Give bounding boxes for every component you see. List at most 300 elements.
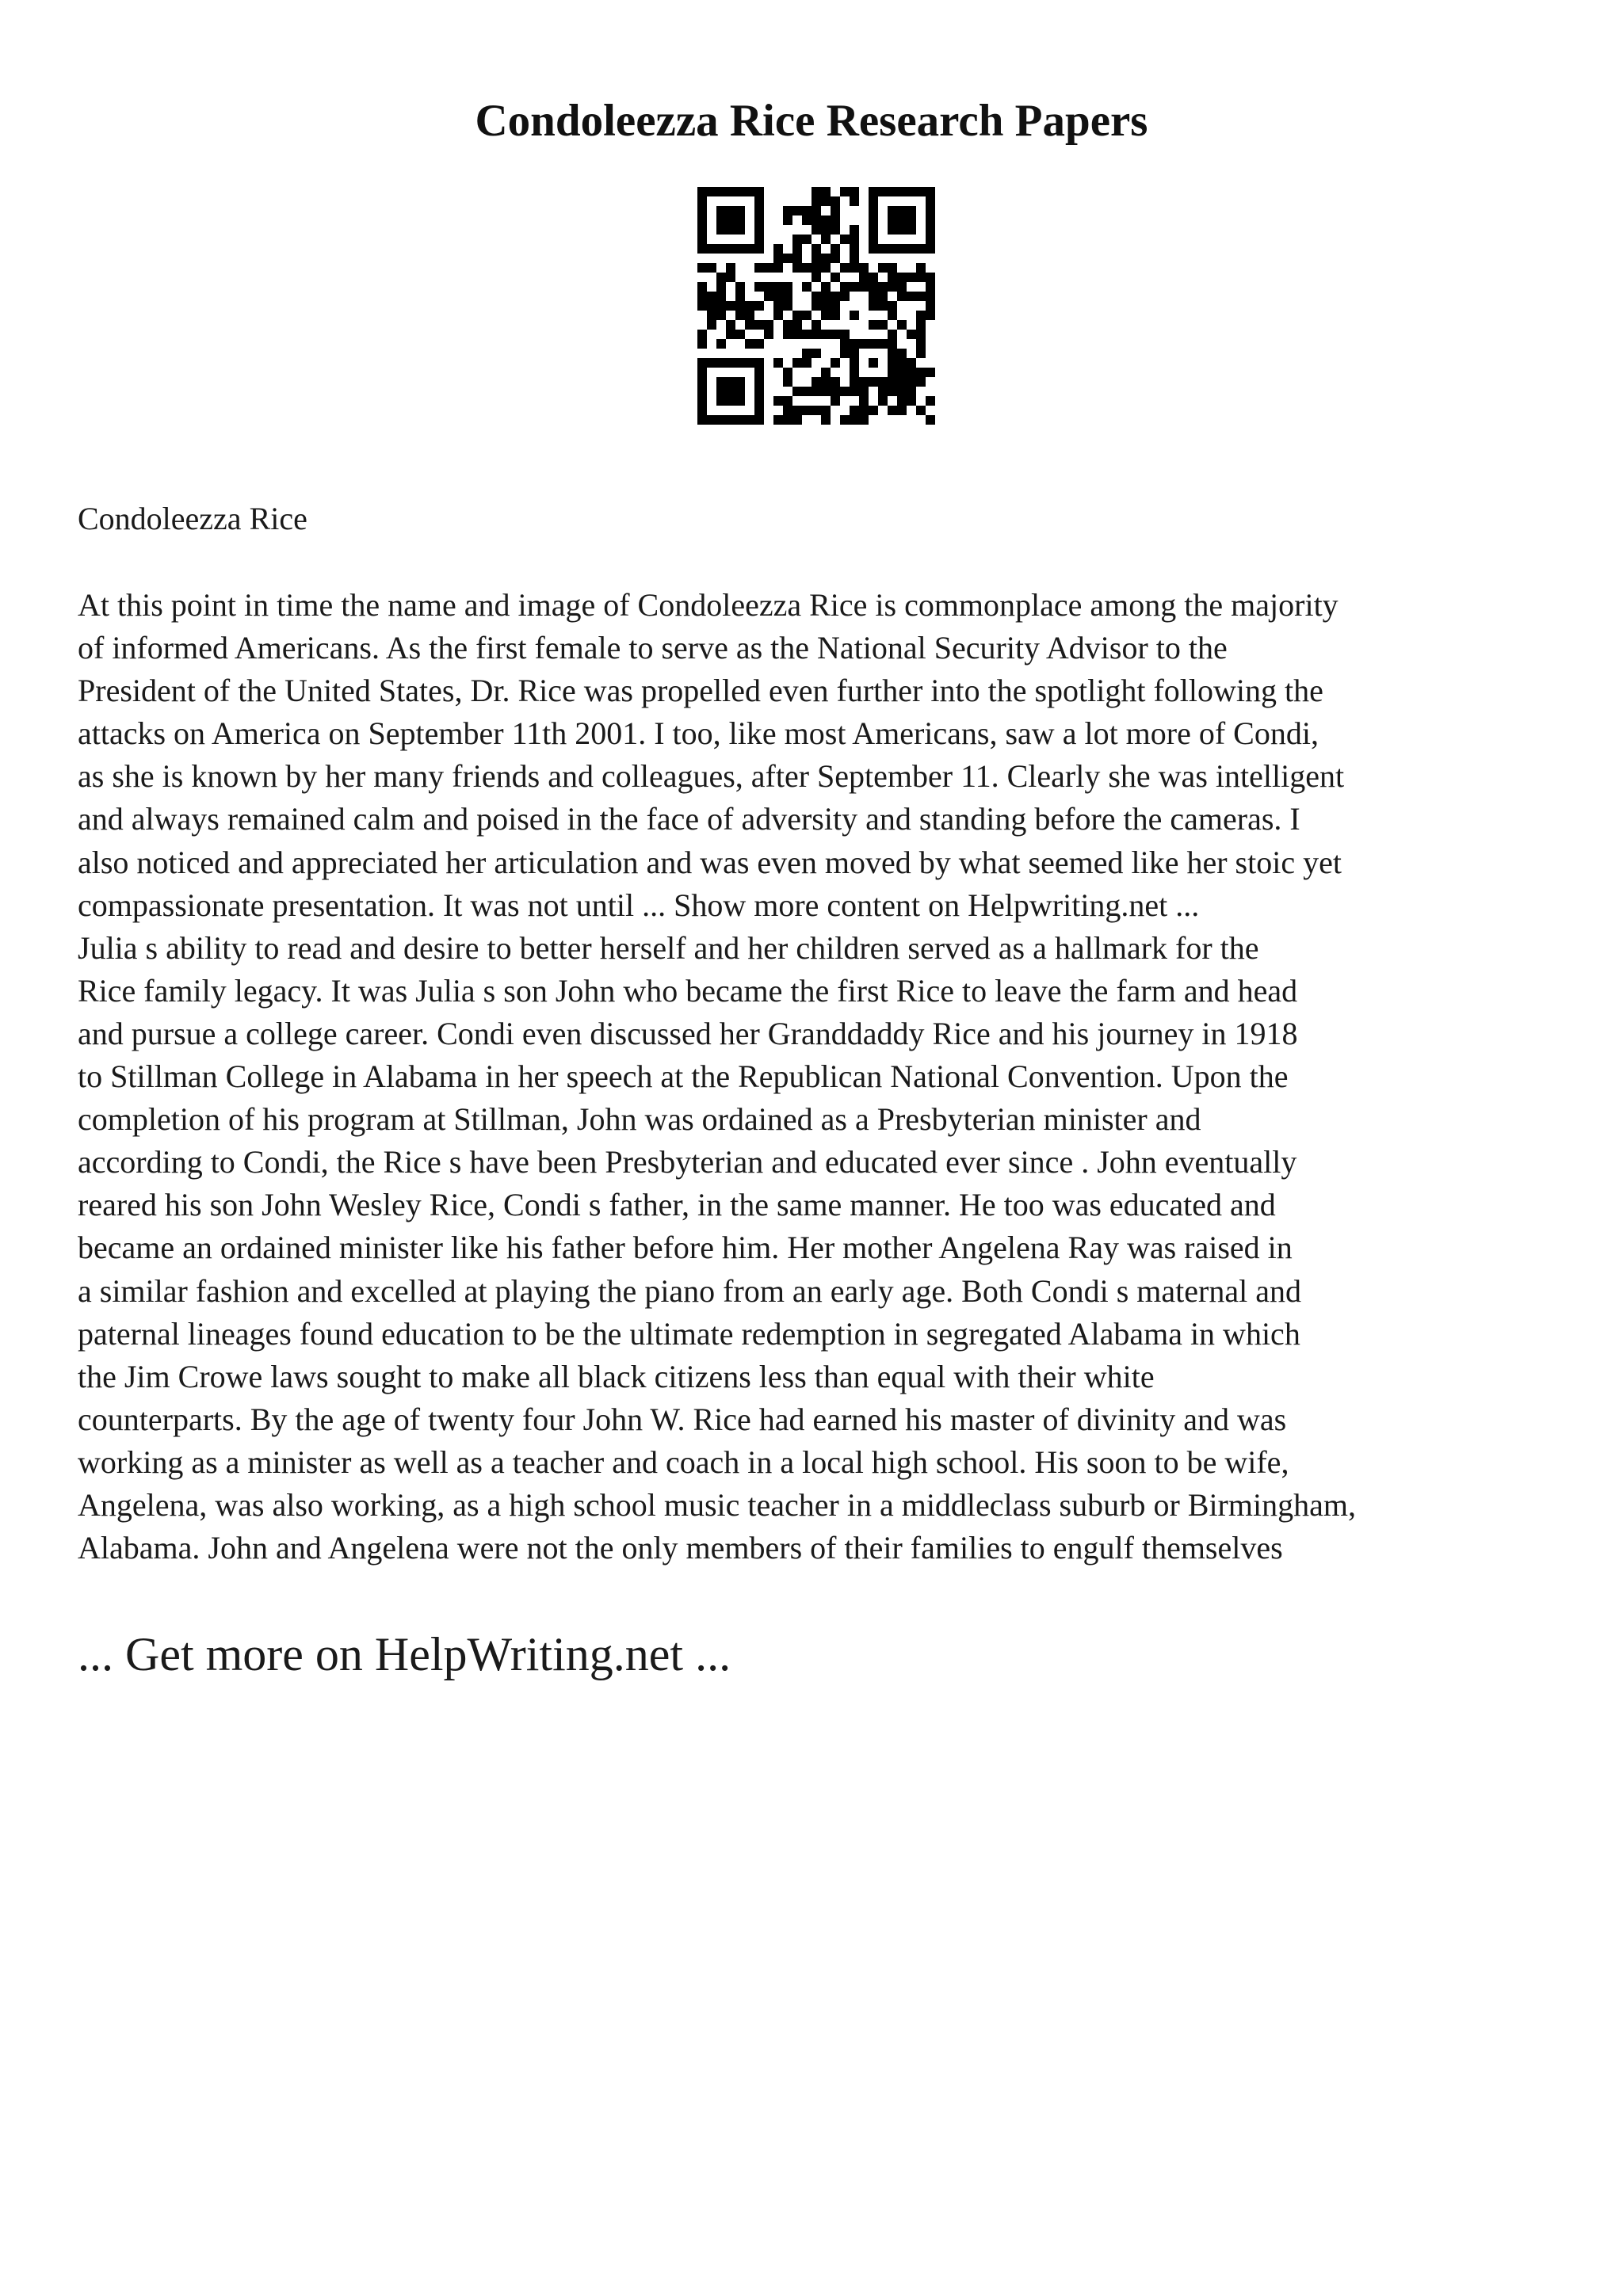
qr-module xyxy=(831,254,840,263)
qr-module xyxy=(907,377,916,387)
qr-module xyxy=(888,244,897,254)
qr-module xyxy=(831,225,840,235)
qr-module xyxy=(764,282,773,292)
qr-module xyxy=(812,292,821,301)
qr-module xyxy=(812,273,821,282)
body-line: Angelena, was also working, as a high school music teacher in a middleclass suburb or Birmingham, xyxy=(78,1486,1356,1523)
qr-module xyxy=(726,415,735,425)
qr-module xyxy=(850,196,859,206)
qr-module xyxy=(907,387,916,396)
qr-module xyxy=(850,225,859,235)
qr-module xyxy=(812,215,821,225)
qr-module xyxy=(716,377,726,387)
qr-module xyxy=(773,396,783,406)
qr-module xyxy=(773,282,783,292)
body-line: to Stillman College in Alabama in her speech at the Republican National Convention. Upon the xyxy=(78,1058,1289,1095)
qr-module xyxy=(888,225,897,235)
qr-module xyxy=(726,387,735,396)
qr-module xyxy=(716,396,726,406)
qr-module xyxy=(869,301,878,311)
qr-module xyxy=(878,387,888,396)
qr-module xyxy=(783,320,792,330)
qr-module xyxy=(754,320,764,330)
qr-module xyxy=(812,387,821,396)
body-line: and always remained calm and poised in the face of adversity and standing before the cameras. I xyxy=(78,801,1300,837)
qr-module xyxy=(821,282,831,292)
qr-module xyxy=(802,406,812,415)
qr-module xyxy=(878,244,888,254)
qr-module xyxy=(812,320,821,330)
qr-module xyxy=(726,396,735,406)
qr-module xyxy=(764,292,773,301)
qr-module xyxy=(916,292,926,301)
qr-module xyxy=(850,282,859,292)
qr-module xyxy=(916,339,926,349)
qr-module xyxy=(907,187,916,196)
body-line: Rice family legacy. It was Julia s son John who became the first Rice to leave the farm and head xyxy=(78,972,1298,1009)
qr-module xyxy=(726,320,735,330)
qr-module xyxy=(878,339,888,349)
qr-module xyxy=(897,377,907,387)
qr-module xyxy=(878,320,888,330)
qr-module xyxy=(888,406,897,415)
qr-module xyxy=(916,377,926,387)
qr-module xyxy=(926,311,935,320)
qr-module xyxy=(897,215,907,225)
qr-module xyxy=(754,225,764,235)
qr-module xyxy=(926,282,935,292)
qr-module xyxy=(888,273,897,282)
qr-module xyxy=(869,320,878,330)
qr-module xyxy=(821,196,831,206)
qr-module xyxy=(840,415,850,425)
qr-module xyxy=(897,187,907,196)
qr-module xyxy=(850,349,859,358)
qr-module xyxy=(831,377,840,387)
qr-module xyxy=(726,215,735,225)
qr-module xyxy=(716,215,726,225)
qr-module xyxy=(850,235,859,244)
qr-module xyxy=(697,387,707,396)
qr-module xyxy=(754,282,764,292)
qr-module xyxy=(697,396,707,406)
qr-module xyxy=(897,282,907,292)
qr-module xyxy=(754,368,764,377)
qr-module xyxy=(897,273,907,282)
document-subtitle: Condoleezza Rice xyxy=(78,501,307,536)
qr-module xyxy=(783,292,792,301)
qr-module xyxy=(697,235,707,244)
qr-module xyxy=(850,387,859,396)
qr-module xyxy=(697,215,707,225)
qr-module xyxy=(821,187,831,196)
qr-module xyxy=(754,396,764,406)
qr-module xyxy=(888,377,897,387)
qr-module xyxy=(926,415,935,425)
body-line: working as a minister as well as a teacher and coach in a local high school. His soon to be wife, xyxy=(78,1444,1289,1480)
qr-module xyxy=(869,187,878,196)
qr-module xyxy=(897,349,907,358)
qr-module xyxy=(783,330,792,339)
qr-module xyxy=(840,187,850,196)
qr-module xyxy=(897,206,907,215)
qr-module xyxy=(716,282,726,292)
qr-module xyxy=(916,368,926,377)
qr-module xyxy=(869,196,878,206)
qr-module xyxy=(735,396,745,406)
body-line: counterparts. By the age of twenty four John W. Rice had earned his master of divinity and was xyxy=(78,1401,1287,1437)
qr-module xyxy=(792,415,802,425)
qr-module xyxy=(726,301,735,311)
qr-module xyxy=(792,235,802,244)
qr-module xyxy=(707,311,716,320)
qr-module xyxy=(745,311,754,320)
qr-module xyxy=(707,292,716,301)
qr-module xyxy=(859,282,869,292)
qr-module xyxy=(735,187,745,196)
qr-module xyxy=(926,235,935,244)
qr-module xyxy=(850,415,859,425)
qr-module xyxy=(897,320,907,330)
qr-module xyxy=(907,206,916,215)
qr-module xyxy=(859,339,869,349)
qr-module xyxy=(897,396,907,406)
qr-module xyxy=(821,301,831,311)
qr-module xyxy=(754,196,764,206)
qr-module xyxy=(888,339,897,349)
qr-module xyxy=(821,377,831,387)
qr-module xyxy=(926,301,935,311)
qr-module xyxy=(926,244,935,254)
qr-module xyxy=(716,387,726,396)
qr-module xyxy=(859,273,869,282)
qr-module xyxy=(745,187,754,196)
get-more-link-text: ... Get more on HelpWriting.net ... xyxy=(78,1628,731,1680)
qr-module xyxy=(735,301,745,311)
qr-module xyxy=(783,282,792,292)
qr-module xyxy=(726,330,735,339)
qr-module xyxy=(802,215,812,225)
qr-module xyxy=(697,263,707,273)
qr-module xyxy=(907,292,916,301)
qr-module xyxy=(726,244,735,254)
qr-module xyxy=(783,396,792,406)
qr-module xyxy=(716,206,726,215)
qr-module xyxy=(859,406,869,415)
qr-module xyxy=(821,254,831,263)
qr-module xyxy=(697,196,707,206)
qr-module xyxy=(869,273,878,282)
qr-module xyxy=(831,358,840,368)
qr-module xyxy=(745,320,754,330)
qr-module xyxy=(831,311,840,320)
qr-module xyxy=(716,225,726,235)
qr-module xyxy=(792,206,802,215)
qr-module xyxy=(707,263,716,273)
qr-module xyxy=(735,387,745,396)
qr-module xyxy=(745,301,754,311)
qr-module xyxy=(916,263,926,273)
qr-module xyxy=(812,406,821,415)
qr-module xyxy=(735,206,745,215)
body-line: At this point in time the name and image of Condoleezza Rice is commonplace among the majority xyxy=(78,587,1338,623)
qr-module xyxy=(745,244,754,254)
qr-module xyxy=(926,196,935,206)
qr-module xyxy=(916,406,926,415)
qr-module xyxy=(783,415,792,425)
qr-module xyxy=(697,292,707,301)
qr-module xyxy=(907,244,916,254)
qr-module xyxy=(726,273,735,282)
qr-module xyxy=(850,377,859,387)
qr-module xyxy=(735,282,745,292)
qr-module xyxy=(697,358,707,368)
qr-module xyxy=(831,396,840,406)
qr-module xyxy=(754,206,764,215)
qr-module xyxy=(831,301,840,311)
qr-module xyxy=(878,292,888,301)
qr-module xyxy=(916,330,926,339)
qr-module xyxy=(802,235,812,244)
qr-module xyxy=(773,358,783,368)
qr-module xyxy=(897,292,907,301)
qr-module xyxy=(840,235,850,244)
body-line: became an ordained minister like his father before him. Her mother Angelena Ray was raised in xyxy=(78,1230,1293,1266)
qr-module xyxy=(869,225,878,235)
qr-module xyxy=(916,320,926,330)
qr-module xyxy=(888,187,897,196)
body-line: Alabama. John and Angelena were not the only members of their families to engulf themselves xyxy=(78,1530,1283,1566)
qr-module xyxy=(812,225,821,235)
qr-module xyxy=(840,349,850,358)
qr-module xyxy=(716,301,726,311)
qr-module xyxy=(697,415,707,425)
qr-module xyxy=(850,406,859,415)
qr-module xyxy=(745,415,754,425)
qr-module xyxy=(726,263,735,273)
qr-module xyxy=(869,377,878,387)
qr-module xyxy=(897,225,907,235)
qr-module xyxy=(850,254,859,263)
qr-module xyxy=(926,292,935,301)
qr-module xyxy=(869,235,878,244)
qr-module xyxy=(707,301,716,311)
qr-module xyxy=(773,263,783,273)
qr-module xyxy=(831,244,840,254)
qr-module xyxy=(697,301,707,311)
qr-module xyxy=(716,244,726,254)
qr-module xyxy=(707,358,716,368)
qr-module xyxy=(726,225,735,235)
qr-module xyxy=(926,396,935,406)
qr-module xyxy=(888,330,897,339)
qr-module xyxy=(888,349,897,358)
body-line: also noticed and appreciated her articulation and was even moved by what seemed like her stoic yet xyxy=(78,844,1342,880)
qr-module xyxy=(726,377,735,387)
qr-module xyxy=(764,263,773,273)
qr-module xyxy=(878,187,888,196)
qr-module xyxy=(897,358,907,368)
qr-module xyxy=(831,330,840,339)
qr-module xyxy=(831,292,840,301)
body-line: the Jim Crowe laws sought to make all black citizens less than equal with their white xyxy=(78,1358,1155,1394)
qr-module xyxy=(754,339,764,349)
body-line: Julia s ability to read and desire to better herself and her children served as a hallmark for the xyxy=(78,929,1259,966)
qr-module xyxy=(907,225,916,235)
qr-module xyxy=(859,396,869,406)
qr-module xyxy=(783,368,792,377)
qr-module xyxy=(821,311,831,320)
qr-module xyxy=(850,244,859,254)
qr-module xyxy=(716,273,726,282)
qr-module xyxy=(926,225,935,235)
qr-module xyxy=(888,282,897,292)
qr-module xyxy=(802,387,812,396)
qr-module xyxy=(821,263,831,273)
qr-module xyxy=(812,244,821,254)
qr-module xyxy=(754,415,764,425)
qr-module xyxy=(726,206,735,215)
qr-module xyxy=(916,244,926,254)
qr-module xyxy=(697,406,707,415)
qr-module xyxy=(840,330,850,339)
qr-module xyxy=(812,254,821,263)
qr-module xyxy=(735,377,745,387)
qr-module xyxy=(697,206,707,215)
qr-module xyxy=(840,292,850,301)
qr-module xyxy=(859,263,869,273)
qr-module xyxy=(783,406,792,415)
qr-module xyxy=(907,215,916,225)
qr-module xyxy=(926,206,935,215)
qr-module xyxy=(897,406,907,415)
qr-module xyxy=(802,358,812,368)
qr-module xyxy=(773,311,783,320)
qr-module xyxy=(697,330,707,339)
qr-module xyxy=(792,406,802,415)
body-line: as she is known by her many friends and colleagues, after September 11. Clearly she was intelligent xyxy=(78,758,1345,795)
qr-module xyxy=(802,311,812,320)
qr-module xyxy=(831,206,840,215)
qr-module xyxy=(764,320,773,330)
body-line: and pursue a college career. Condi even discussed her Granddaddy Rice and his journey in 1918 xyxy=(78,1015,1298,1051)
qr-module xyxy=(907,358,916,368)
qr-module xyxy=(812,187,821,196)
body-paragraph xyxy=(78,584,1552,1569)
qr-module xyxy=(754,358,764,368)
body-line: of informed Americans. As the first female to serve as the National Security Advisor to the xyxy=(78,630,1228,666)
qr-module xyxy=(916,349,926,358)
qr-module xyxy=(926,215,935,225)
qr-module xyxy=(831,196,840,206)
qr-module xyxy=(869,206,878,215)
qr-module xyxy=(697,368,707,377)
qr-module xyxy=(792,254,802,263)
qr-module xyxy=(821,387,831,396)
qr-module xyxy=(735,225,745,235)
qr-module xyxy=(802,349,812,358)
qr-module xyxy=(812,196,821,206)
qr-module xyxy=(812,301,821,311)
qr-module xyxy=(716,415,726,425)
qr-module xyxy=(869,406,878,415)
qr-module xyxy=(697,339,707,349)
qr-module xyxy=(850,358,859,368)
qr-module xyxy=(831,387,840,396)
qr-module xyxy=(869,339,878,349)
qr-module xyxy=(907,273,916,282)
qr-module xyxy=(812,349,821,358)
qr-module xyxy=(916,273,926,282)
qr-module xyxy=(840,282,850,292)
qr-module xyxy=(792,311,802,320)
qr-module xyxy=(707,320,716,330)
body-line: completion of his program at Stillman, John was ordained as a Presbyterian minister and xyxy=(78,1101,1201,1138)
qr-module xyxy=(850,339,859,349)
qr-module xyxy=(878,282,888,292)
qr-module xyxy=(754,301,764,311)
qr-module xyxy=(812,206,821,215)
qr-module xyxy=(726,358,735,368)
qr-module xyxy=(897,368,907,377)
qr-module xyxy=(869,282,878,292)
qr-module xyxy=(735,292,745,301)
body-line: paternal lineages found education to be the ultimate redemption in segregated Alabama in which xyxy=(78,1315,1300,1352)
qr-module xyxy=(735,330,745,339)
qr-module xyxy=(812,330,821,339)
qr-module xyxy=(840,263,850,273)
qr-module xyxy=(783,206,792,215)
qr-module xyxy=(735,244,745,254)
qr-module xyxy=(878,263,888,273)
qr-module xyxy=(754,377,764,387)
qr-module xyxy=(783,215,792,225)
qr-code-icon xyxy=(697,187,935,425)
qr-module xyxy=(869,292,878,301)
body-line: according to Condi, the Rice s have been Presbyterian and educated ever since . John eventually xyxy=(78,1144,1297,1180)
qr-module xyxy=(726,187,735,196)
qr-module xyxy=(707,244,716,254)
qr-module xyxy=(745,358,754,368)
qr-module xyxy=(821,235,831,244)
qr-module xyxy=(707,187,716,196)
qr-module xyxy=(926,187,935,196)
qr-module xyxy=(754,244,764,254)
qr-module xyxy=(821,225,831,235)
qr-module xyxy=(754,263,764,273)
qr-module xyxy=(802,263,812,273)
qr-module xyxy=(697,282,707,292)
qr-module xyxy=(792,320,802,330)
qr-module xyxy=(888,263,897,273)
qr-module xyxy=(792,263,802,273)
qr-module xyxy=(859,415,869,425)
qr-module xyxy=(716,358,726,368)
qr-module xyxy=(812,377,821,387)
qr-module xyxy=(888,301,897,311)
qr-module xyxy=(783,377,792,387)
qr-module xyxy=(754,187,764,196)
qr-module xyxy=(821,406,831,415)
qr-module xyxy=(840,339,850,349)
qr-module xyxy=(792,244,802,254)
qr-module xyxy=(907,330,916,339)
qr-module xyxy=(897,244,907,254)
qr-module xyxy=(821,368,831,377)
qr-module xyxy=(716,311,726,320)
qr-module xyxy=(773,244,783,254)
qr-module xyxy=(697,244,707,254)
